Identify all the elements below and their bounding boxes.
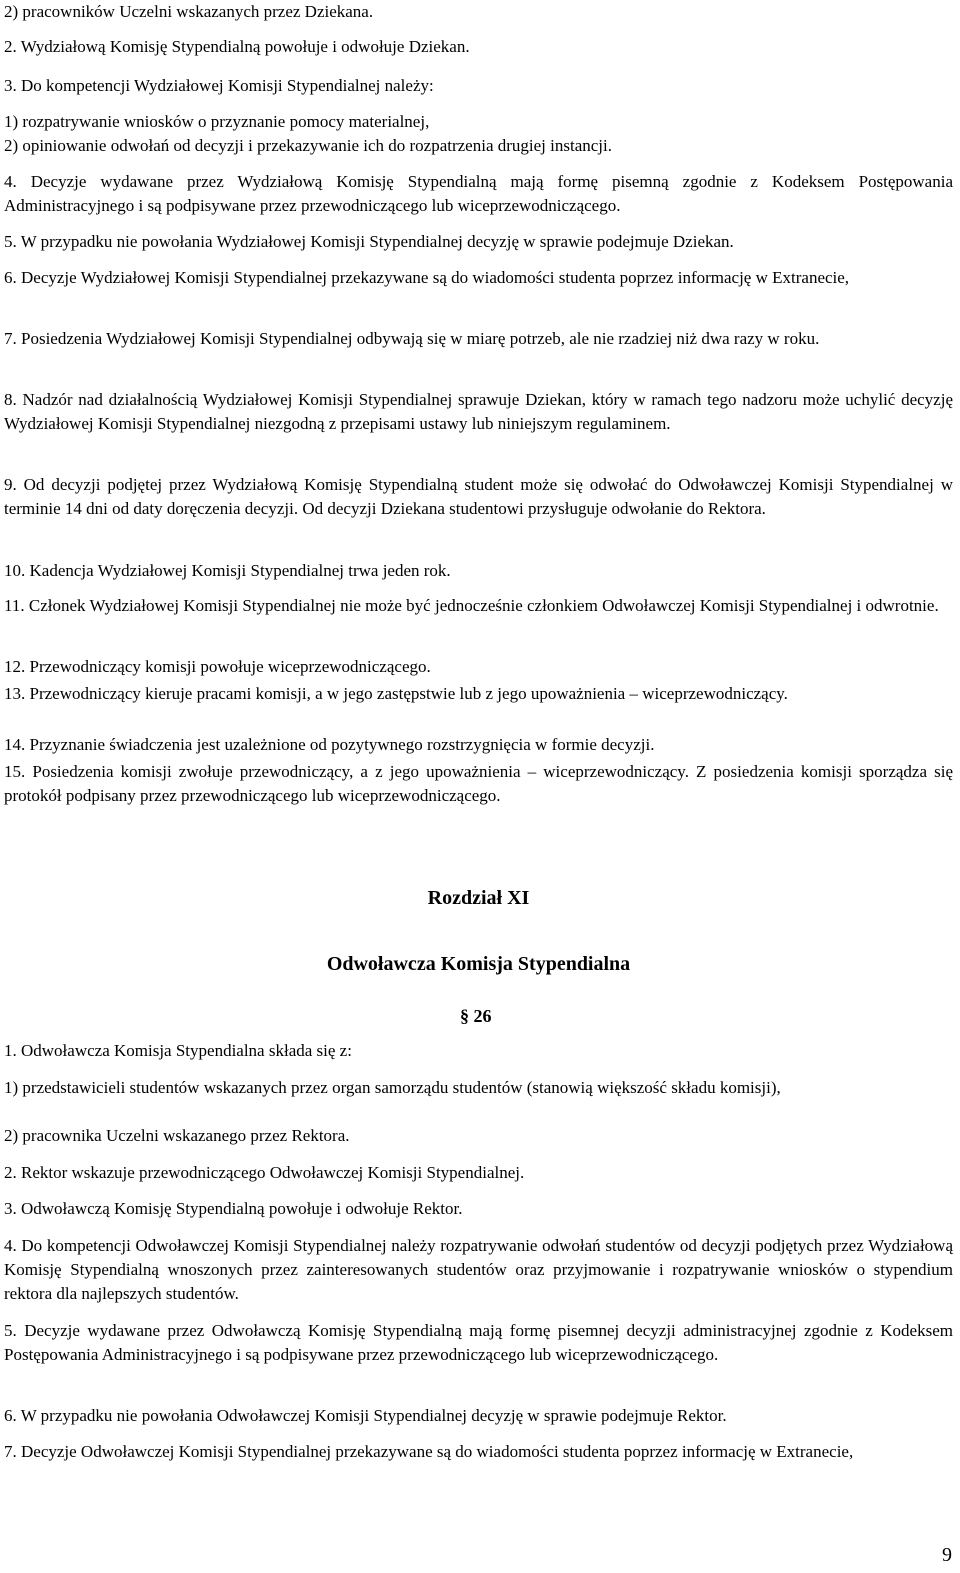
paragraph-5	[4, 230, 953, 254]
paragraph-7	[4, 327, 953, 351]
paragraph-14	[4, 733, 953, 757]
paragraph-12	[4, 655, 953, 679]
list-item: 2) pracownika Uczelni wskazanego przez Rektora.	[4, 1126, 350, 1145]
paragraph-text: 9. Od decyzji podjętej przez Wydziałową Komisję Stypendialną student może się odwołać do Odwoławczej Komisji Stypendialnej w terminie 14 dni od daty doręczenia decyzji. Od decyzji Dziekana studentowi przysługuje odwołanie do Rektora.	[4, 475, 953, 518]
paragraph: 3. Do kompetencji Wydziałowej Komisji Stypendialnej należy:	[4, 76, 434, 95]
bottom-paragraph-5	[4, 1319, 953, 1367]
bottom-paragraph-1b	[4, 1124, 953, 1148]
paragraph: 2. Wydziałową Komisję Stypendialną powołuje i odwołuje Dziekan.	[4, 37, 470, 56]
list-item: 1) przedstawicieli studentów wskazanych przez organ samorządu studentów (stanowią większość składu komisji),	[4, 1078, 781, 1097]
paragraph-text: 6. W przypadku nie powołania Odwoławczej Komisji Stypendialnej decyzję w sprawie podejmuje Rektor.	[4, 1406, 727, 1425]
paragraph-text: 3. Odwoławczą Komisję Stypendialną powołuje i odwołuje Rektor.	[4, 1199, 463, 1218]
paragraph-4	[4, 170, 953, 218]
paragraph-text: 1. Odwoławcza Komisja Stypendialna składa się z:	[4, 1041, 352, 1060]
paragraph-6	[4, 266, 953, 290]
paragraph-text: 11. Członek Wydziałowej Komisji Stypendialnej nie może być jednocześnie członkiem Odwoławczej Komisji Stypendialnej i odwrotnie.	[4, 596, 939, 615]
bottom-paragraph-6	[4, 1404, 953, 1428]
paragraph-text: 13. Przewodniczący kieruje pracami komisji, a w jego zastępstwie lub z jego upoważnienia – wiceprzewodniczący.	[4, 684, 788, 703]
bottom-paragraph-2	[4, 1161, 953, 1185]
paragraph-11	[4, 594, 953, 618]
section-number: § 26	[460, 1006, 492, 1026]
paragraph-10	[4, 559, 953, 583]
bottom-paragraph-7	[4, 1440, 953, 1464]
chapter-number: Rozdział XI	[427, 887, 530, 909]
page-number: 9	[942, 1544, 952, 1566]
paragraph-8	[4, 388, 953, 436]
paragraph-15	[4, 760, 953, 808]
top-list-lines	[4, 0, 953, 24]
top-line-4	[4, 110, 953, 134]
list-item: 1) rozpatrywanie wniosków o przyznanie pomocy materialnej,	[4, 112, 430, 131]
paragraph-text: 8. Nadzór nad działalnością Wydziałowej Komisji Stypendialnej sprawuje Dziekan, który w ramach tego nadzoru może uchylić decyzję Wydziałowej Komisji Stypendialnej niezgodną z przepisami ustawy lub niniejszym regulaminem.	[4, 390, 953, 433]
paragraph-9	[4, 473, 953, 521]
paragraph-text: 5. Decyzje wydawane przez Odwoławczą Komisję Stypendialną mają formę pisemnej decyzji administracyjnej zgodnie z Kodeksem Postępowania Administracyjnego i są podpisywane przez przewodniczącego lub wiceprzewodniczącego.	[4, 1321, 953, 1364]
paragraph-text: 7. Posiedzenia Wydziałowej Komisji Stypendialnej odbywają się w miarę potrzeb, ale nie rzadziej niż dwa razy w roku.	[4, 329, 820, 348]
top-line-5	[4, 134, 953, 158]
top-line-3	[4, 74, 953, 98]
bottom-paragraph-1a	[4, 1076, 953, 1100]
bottom-paragraph-3	[4, 1197, 953, 1221]
paragraph-13	[4, 682, 953, 706]
paragraph-text: 4. Decyzje wydawane przez Wydziałową Komisję Stypendialną mają formę pisemną zgodnie z Kodeksem Postępowania Administracyjnego i są podpisywane przez przewodniczącego lub wiceprzewodniczącego.	[4, 172, 953, 215]
bottom-paragraph-4	[4, 1234, 953, 1306]
paragraph-text: 10. Kadencja Wydziałowej Komisji Stypendialnej trwa jeden rok.	[4, 561, 451, 580]
paragraph-text: 14. Przyznanie świadczenia jest uzależnione od pozytywnego rozstrzygnięcia w formie decyzji.	[4, 735, 655, 754]
paragraph-text: 7. Decyzje Odwoławczej Komisji Stypendialnej przekazywane są do wiadomości studenta poprzez informację w Extranecie,	[4, 1442, 854, 1461]
bottom-paragraph-1	[4, 1039, 953, 1063]
paragraph-text: 4. Do kompetencji Odwoławczej Komisji Stypendialnej należy rozpatrywanie odwołań studentów od decyzji podjętych przez Wydziałową Komisję Stypendialną wnoszonych przez zainteresowanych studentów oraz przyjmowanie i rozpatrywanie wniosków o stypendium rektora dla najlepszych studentów.	[4, 1236, 953, 1303]
paragraph-text: 2. Rektor wskazuje przewodniczącego Odwoławczej Komisji Stypendialnej.	[4, 1163, 525, 1182]
paragraph-text: 12. Przewodniczący komisji powołuje wiceprzewodniczącego.	[4, 657, 431, 676]
paragraph-text: 5. W przypadku nie powołania Wydziałowej Komisji Stypendialnej decyzję w sprawie podejmuje Dziekan.	[4, 232, 734, 251]
chapter-title: Odwoławcza Komisja Stypendialna	[326, 953, 631, 975]
paragraph-text: 6. Decyzje Wydziałowej Komisji Stypendialnej przekazywane są do wiadomości studenta poprzez informację w Extranecie,	[4, 268, 850, 287]
list-item: 2) opiniowanie odwołań od decyzji i przekazywanie ich do rozpatrzenia drugiej instancji.	[4, 136, 612, 155]
top-line-2	[4, 35, 953, 59]
paragraph: 2) pracowników Uczelni wskazanych przez Dziekana.	[4, 2, 374, 21]
paragraph-text: 15. Posiedzenia komisji zwołuje przewodniczący, a z jego upoważnienia – wiceprzewodniczący. Z posiedzenia komisji sporządza się protokół podpisany przez przewodniczącego lub wiceprzewodniczącego.	[4, 762, 953, 805]
